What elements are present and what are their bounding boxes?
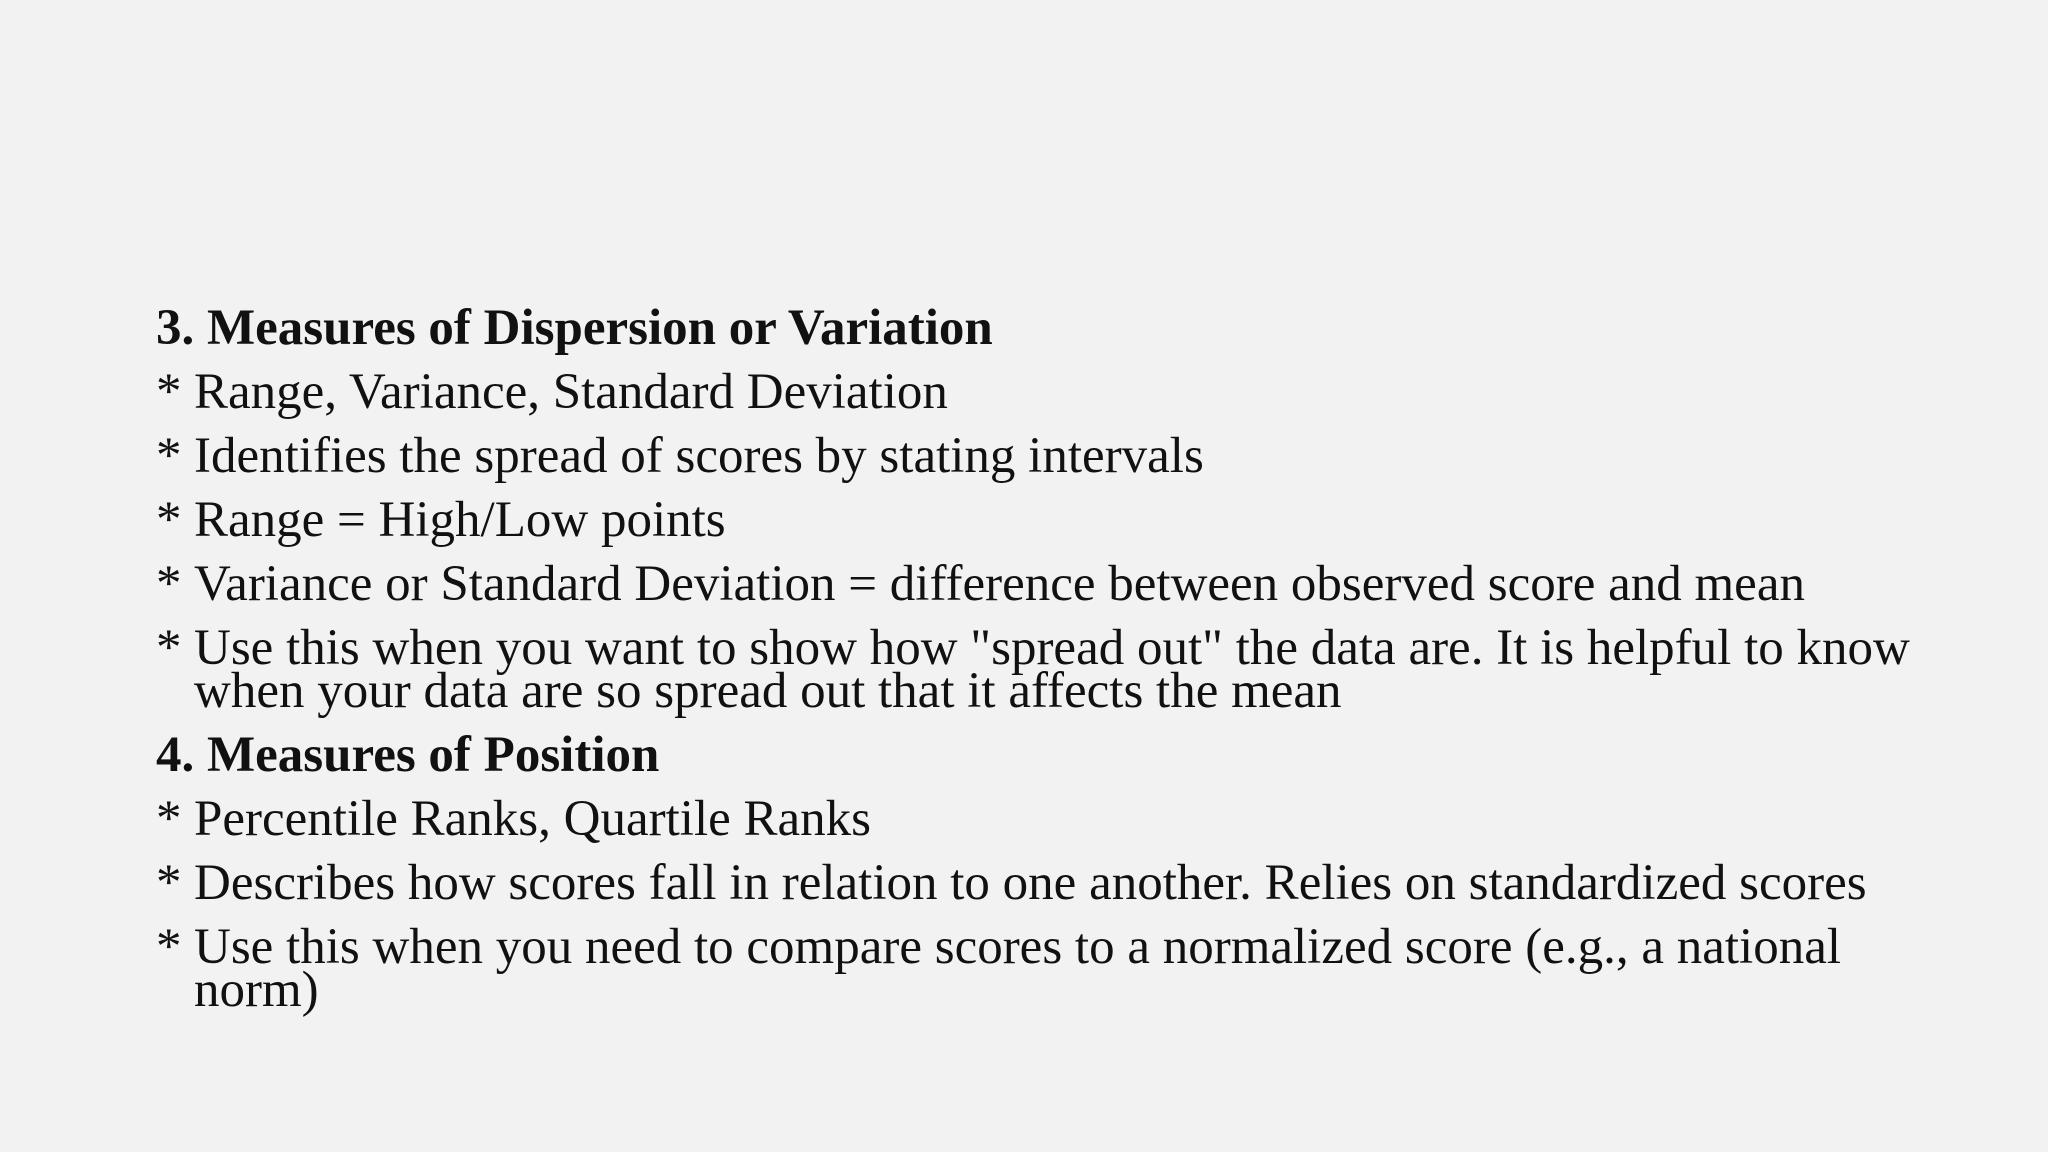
bullet-text: Use this when you want to show how "spread out" the data are. It is helpful to know when your data are so spread out that it affects the mean — [194, 620, 1910, 719]
list-item — [156, 488, 1916, 552]
bullet-marker: * — [156, 492, 182, 548]
section-heading-position: 4. Measures of Position — [156, 727, 660, 783]
bullet-marker: * — [156, 428, 182, 484]
section-heading-dispersion: 3. Measures of Dispersion or Variation — [156, 300, 993, 356]
bullet-text: Use this when you need to compare scores to a normalized score (e.g., a national norm) — [194, 919, 1842, 1018]
slide-body — [156, 296, 1916, 1022]
bullet-marker: * — [156, 855, 182, 911]
list-item — [156, 360, 1916, 424]
list-item — [156, 851, 1916, 915]
bullet-text: Identifies the spread of scores by stating intervals — [194, 428, 1204, 484]
bullet-marker: * — [156, 556, 182, 612]
bullet-marker: * — [156, 791, 182, 847]
bullet-text: Range = High/Low points — [194, 492, 726, 548]
list-item — [156, 424, 1916, 488]
list-item — [156, 616, 1916, 723]
list-item — [156, 915, 1916, 1022]
bullet-marker: * — [156, 364, 182, 420]
bullet-marker: * — [156, 919, 182, 975]
bullet-text: Range, Variance, Standard Deviation — [194, 364, 948, 420]
bullet-text: Describes how scores fall in relation to one another. Relies on standardized scores — [194, 855, 1867, 911]
bullet-text: Variance or Standard Deviation = difference between observed score and mean — [194, 556, 1805, 612]
list-item — [156, 552, 1916, 616]
list-item — [156, 787, 1916, 851]
bullet-marker: * — [156, 620, 182, 676]
bullet-text: Percentile Ranks, Quartile Ranks — [194, 791, 871, 847]
